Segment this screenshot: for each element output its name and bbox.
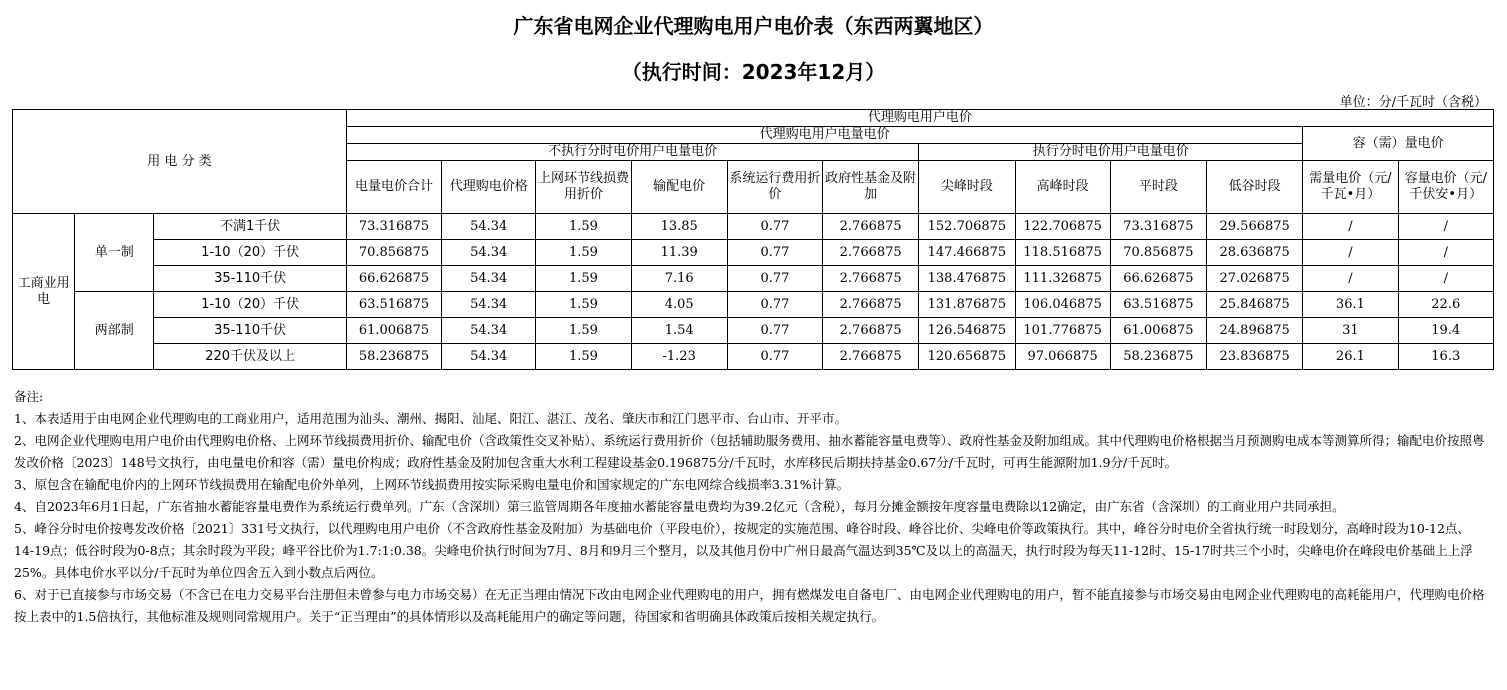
price-cell: 0.77 (727, 214, 822, 240)
price-cell: 2.766875 (823, 266, 919, 292)
price-cell: 106.046875 (1015, 292, 1110, 318)
price-cell: 54.34 (442, 318, 536, 344)
capacity-header: 容（需）量电价 (1303, 127, 1494, 161)
category-header: 用 电 分 类 (13, 110, 347, 214)
price-cell: / (1303, 240, 1398, 266)
price-cell: 16.3 (1398, 344, 1493, 370)
price-cell: 1.59 (536, 344, 631, 370)
price-cell: 54.34 (442, 266, 536, 292)
price-cell: 126.546875 (919, 318, 1015, 344)
column-header: 电量电价合计 (346, 161, 441, 214)
price-cell: 73.316875 (1110, 214, 1206, 240)
price-cell: 29.566875 (1207, 214, 1303, 240)
price-cell: 54.34 (442, 214, 536, 240)
page-title: 广东省电网企业代理购电用户电价表（东西两翼地区） (513, 14, 994, 38)
column-header: 容量电价（元/千伏安•月） (1398, 161, 1493, 214)
voltage-level-label: 35-110千伏 (154, 318, 347, 344)
voltage-level-label: 不满1千伏 (154, 214, 347, 240)
column-header: 尖峰时段 (919, 161, 1015, 214)
price-cell: 19.4 (1398, 318, 1493, 344)
subgroup-single: 单一制 (75, 214, 154, 292)
group-label: 工商业用电 (13, 214, 75, 370)
price-cell: 58.236875 (346, 344, 441, 370)
price-cell: 0.77 (727, 292, 822, 318)
price-cell: / (1303, 266, 1398, 292)
price-cell: 147.466875 (919, 240, 1015, 266)
voltage-level-label: 35-110千伏 (154, 266, 347, 292)
price-cell: 58.236875 (1110, 344, 1206, 370)
price-cell: 1.59 (536, 240, 631, 266)
price-cell: 24.896875 (1207, 318, 1303, 344)
price-cell: 152.706875 (919, 214, 1015, 240)
price-cell: / (1398, 266, 1493, 292)
price-cell: 122.706875 (1015, 214, 1110, 240)
price-cell: 54.34 (442, 344, 536, 370)
price-cell: 61.006875 (346, 318, 441, 344)
price-cell: 1.54 (631, 318, 727, 344)
price-cell: 54.34 (442, 292, 536, 318)
price-cell: 120.656875 (919, 344, 1015, 370)
price-cell: 70.856875 (346, 240, 441, 266)
price-cell: 2.766875 (823, 318, 919, 344)
note-item: 2、电网企业代理购电用户电价由代理购电价格、上网环节线损费用折价、输配电价（含政策性交叉补贴）、系统运行费用折价（包括辅助服务费用、抽水蓄能容量电费等）、政府性基金及附加组成。其中代理购电价格根据当月预测购电成本等测算所得；输配电价按照粤发改价格〔2023〕148号文执行，由电量电价和容（需）量电价构成；政府性基金及附加包含重大水利工程建设基金0.196875分/千瓦时，水库移民后期扶持基金0.67分/千瓦时，可再生能源附加1.9分/千瓦时。 (14, 433, 1485, 470)
proxy-price-header: 代理购电用户电价 (346, 110, 1493, 127)
price-cell: 70.856875 (1110, 240, 1206, 266)
column-header: 低谷时段 (1207, 161, 1303, 214)
price-cell: 1.59 (536, 292, 631, 318)
price-cell: 54.34 (442, 240, 536, 266)
price-cell: -1.23 (631, 344, 727, 370)
unit-label: 单位：分/千瓦时（含税） (1339, 95, 1487, 110)
notes-heading: 备注: (14, 389, 44, 404)
price-cell: 4.05 (631, 292, 727, 318)
energy-price-header: 代理购电用户电量电价 (346, 127, 1302, 144)
price-cell: 7.16 (631, 266, 727, 292)
price-cell: 0.77 (727, 240, 822, 266)
price-cell: 2.766875 (823, 214, 919, 240)
price-cell: / (1398, 214, 1493, 240)
price-cell: 97.066875 (1015, 344, 1110, 370)
price-cell: 63.516875 (1110, 292, 1206, 318)
price-cell: 13.85 (631, 214, 727, 240)
column-header: 政府性基金及附加 (823, 161, 919, 214)
price-cell: 2.766875 (823, 292, 919, 318)
price-cell: 27.026875 (1207, 266, 1303, 292)
price-cell: / (1303, 214, 1398, 240)
price-cell: 66.626875 (1110, 266, 1206, 292)
price-cell: 11.39 (631, 240, 727, 266)
page-subtitle: （执行时间：2023年12月） (621, 60, 886, 84)
price-cell: 101.776875 (1015, 318, 1110, 344)
price-cell: 1.59 (536, 318, 631, 344)
price-cell: 22.6 (1398, 292, 1493, 318)
price-cell: 63.516875 (346, 292, 441, 318)
column-header: 输配电价 (631, 161, 727, 214)
price-cell: 66.626875 (346, 266, 441, 292)
price-cell: 111.326875 (1015, 266, 1110, 292)
tou-header: 执行分时电价用户电量电价 (919, 144, 1303, 161)
column-header: 需量电价（元/千瓦•月） (1303, 161, 1398, 214)
price-cell: 0.77 (727, 318, 822, 344)
price-cell: 31 (1303, 318, 1398, 344)
note-item: 3、原包含在输配电价内的上网环节线损费用在输配电价外单列，上网环节线损费用按实际采购电量电价和国家规定的广东电网综合线损率3.31%计算。 (14, 477, 850, 492)
price-cell: 118.516875 (1015, 240, 1110, 266)
price-cell: 1.59 (536, 214, 631, 240)
subgroup-two-part: 两部制 (75, 292, 154, 370)
price-cell: 25.846875 (1207, 292, 1303, 318)
note-item: 6、对于已直接参与市场交易（不含已在电力交易平台注册但未曾参与电力市场交易）在无正当理由情况下改由电网企业代理购电的用户，拥有燃煤发电自备电厂、由电网企业代理购电的用户，暂不能直接参与市场交易由电网企业代理购电的高耗能用户，代理购电价格按上表中的1.5倍执行，其他标准及规则同常规用户。关于“正当理由”的具体情形以及高耗能用户的确定等问题，待国家和省明确具体政策后按相关规定执行。 (14, 587, 1485, 624)
note-item: 4、自2023年6月1日起，广东省抽水蓄能容量电费作为系统运行费单列。广东（含深圳）第三监管周期各年度抽水蓄能容量电费均为39.2亿元（含税），每月分摊金额按年度容量电费除以12确定，由广东省（含深圳）的工商业用户共同承担。 (14, 499, 1345, 514)
note-item: 1、本表适用于由电网企业代理购电的工商业用户，适用范围为汕头、潮州、揭阳、汕尾、阳江、湛江、茂名、肇庆市和江门恩平市、台山市、开平市。 (14, 411, 847, 426)
column-header: 代理购电价格 (442, 161, 536, 214)
column-header: 系统运行费用折价 (727, 161, 822, 214)
price-cell: 0.77 (727, 344, 822, 370)
price-cell: 131.876875 (919, 292, 1015, 318)
price-table (12, 109, 1494, 370)
price-cell: / (1398, 240, 1493, 266)
voltage-level-label: 1-10（20）千伏 (154, 292, 347, 318)
price-cell: 138.476875 (919, 266, 1015, 292)
notes-section (14, 386, 1490, 628)
column-header: 高峰时段 (1015, 161, 1110, 214)
voltage-level-label: 220千伏及以上 (154, 344, 347, 370)
price-cell: 2.766875 (823, 240, 919, 266)
voltage-level-label: 1-10（20）千伏 (154, 240, 347, 266)
price-cell: 28.636875 (1207, 240, 1303, 266)
price-cell: 2.766875 (823, 344, 919, 370)
price-cell: 36.1 (1303, 292, 1398, 318)
price-cell: 23.836875 (1207, 344, 1303, 370)
price-cell: 1.59 (536, 266, 631, 292)
price-cell: 0.77 (727, 266, 822, 292)
column-header: 上网环节线损费用折价 (536, 161, 631, 214)
price-cell: 61.006875 (1110, 318, 1206, 344)
column-header: 平时段 (1110, 161, 1206, 214)
price-cell: 73.316875 (346, 214, 441, 240)
non-tou-header: 不执行分时电价用户电量电价 (346, 144, 918, 161)
note-item: 5、峰谷分时电价按粤发改价格〔2021〕331号文执行，以代理购电用户电价（不含政府性基金及附加）为基础电价（平段电价），按规定的实施范围、峰谷时段、峰谷比价、尖峰电价等政策执行。其中，峰谷分时电价全省执行统一时段划分，高峰时段为10-12点、14-19点；低谷时段为0-8点；其余时段为平段；峰平谷比价为1.7:1:0.38。尖峰电价执行时间为7月、8月和9月三个整月，以及其他月份中广州日最高气温达到35℃及以上的高温天，执行时段为每天11-12时、15-17时共三个小时，尖峰电价在峰段电价基础上上浮25%。具体电价水平以分/千瓦时为单位四舍五入到小数点后两位。 (14, 521, 1473, 580)
price-cell: 26.1 (1303, 344, 1398, 370)
